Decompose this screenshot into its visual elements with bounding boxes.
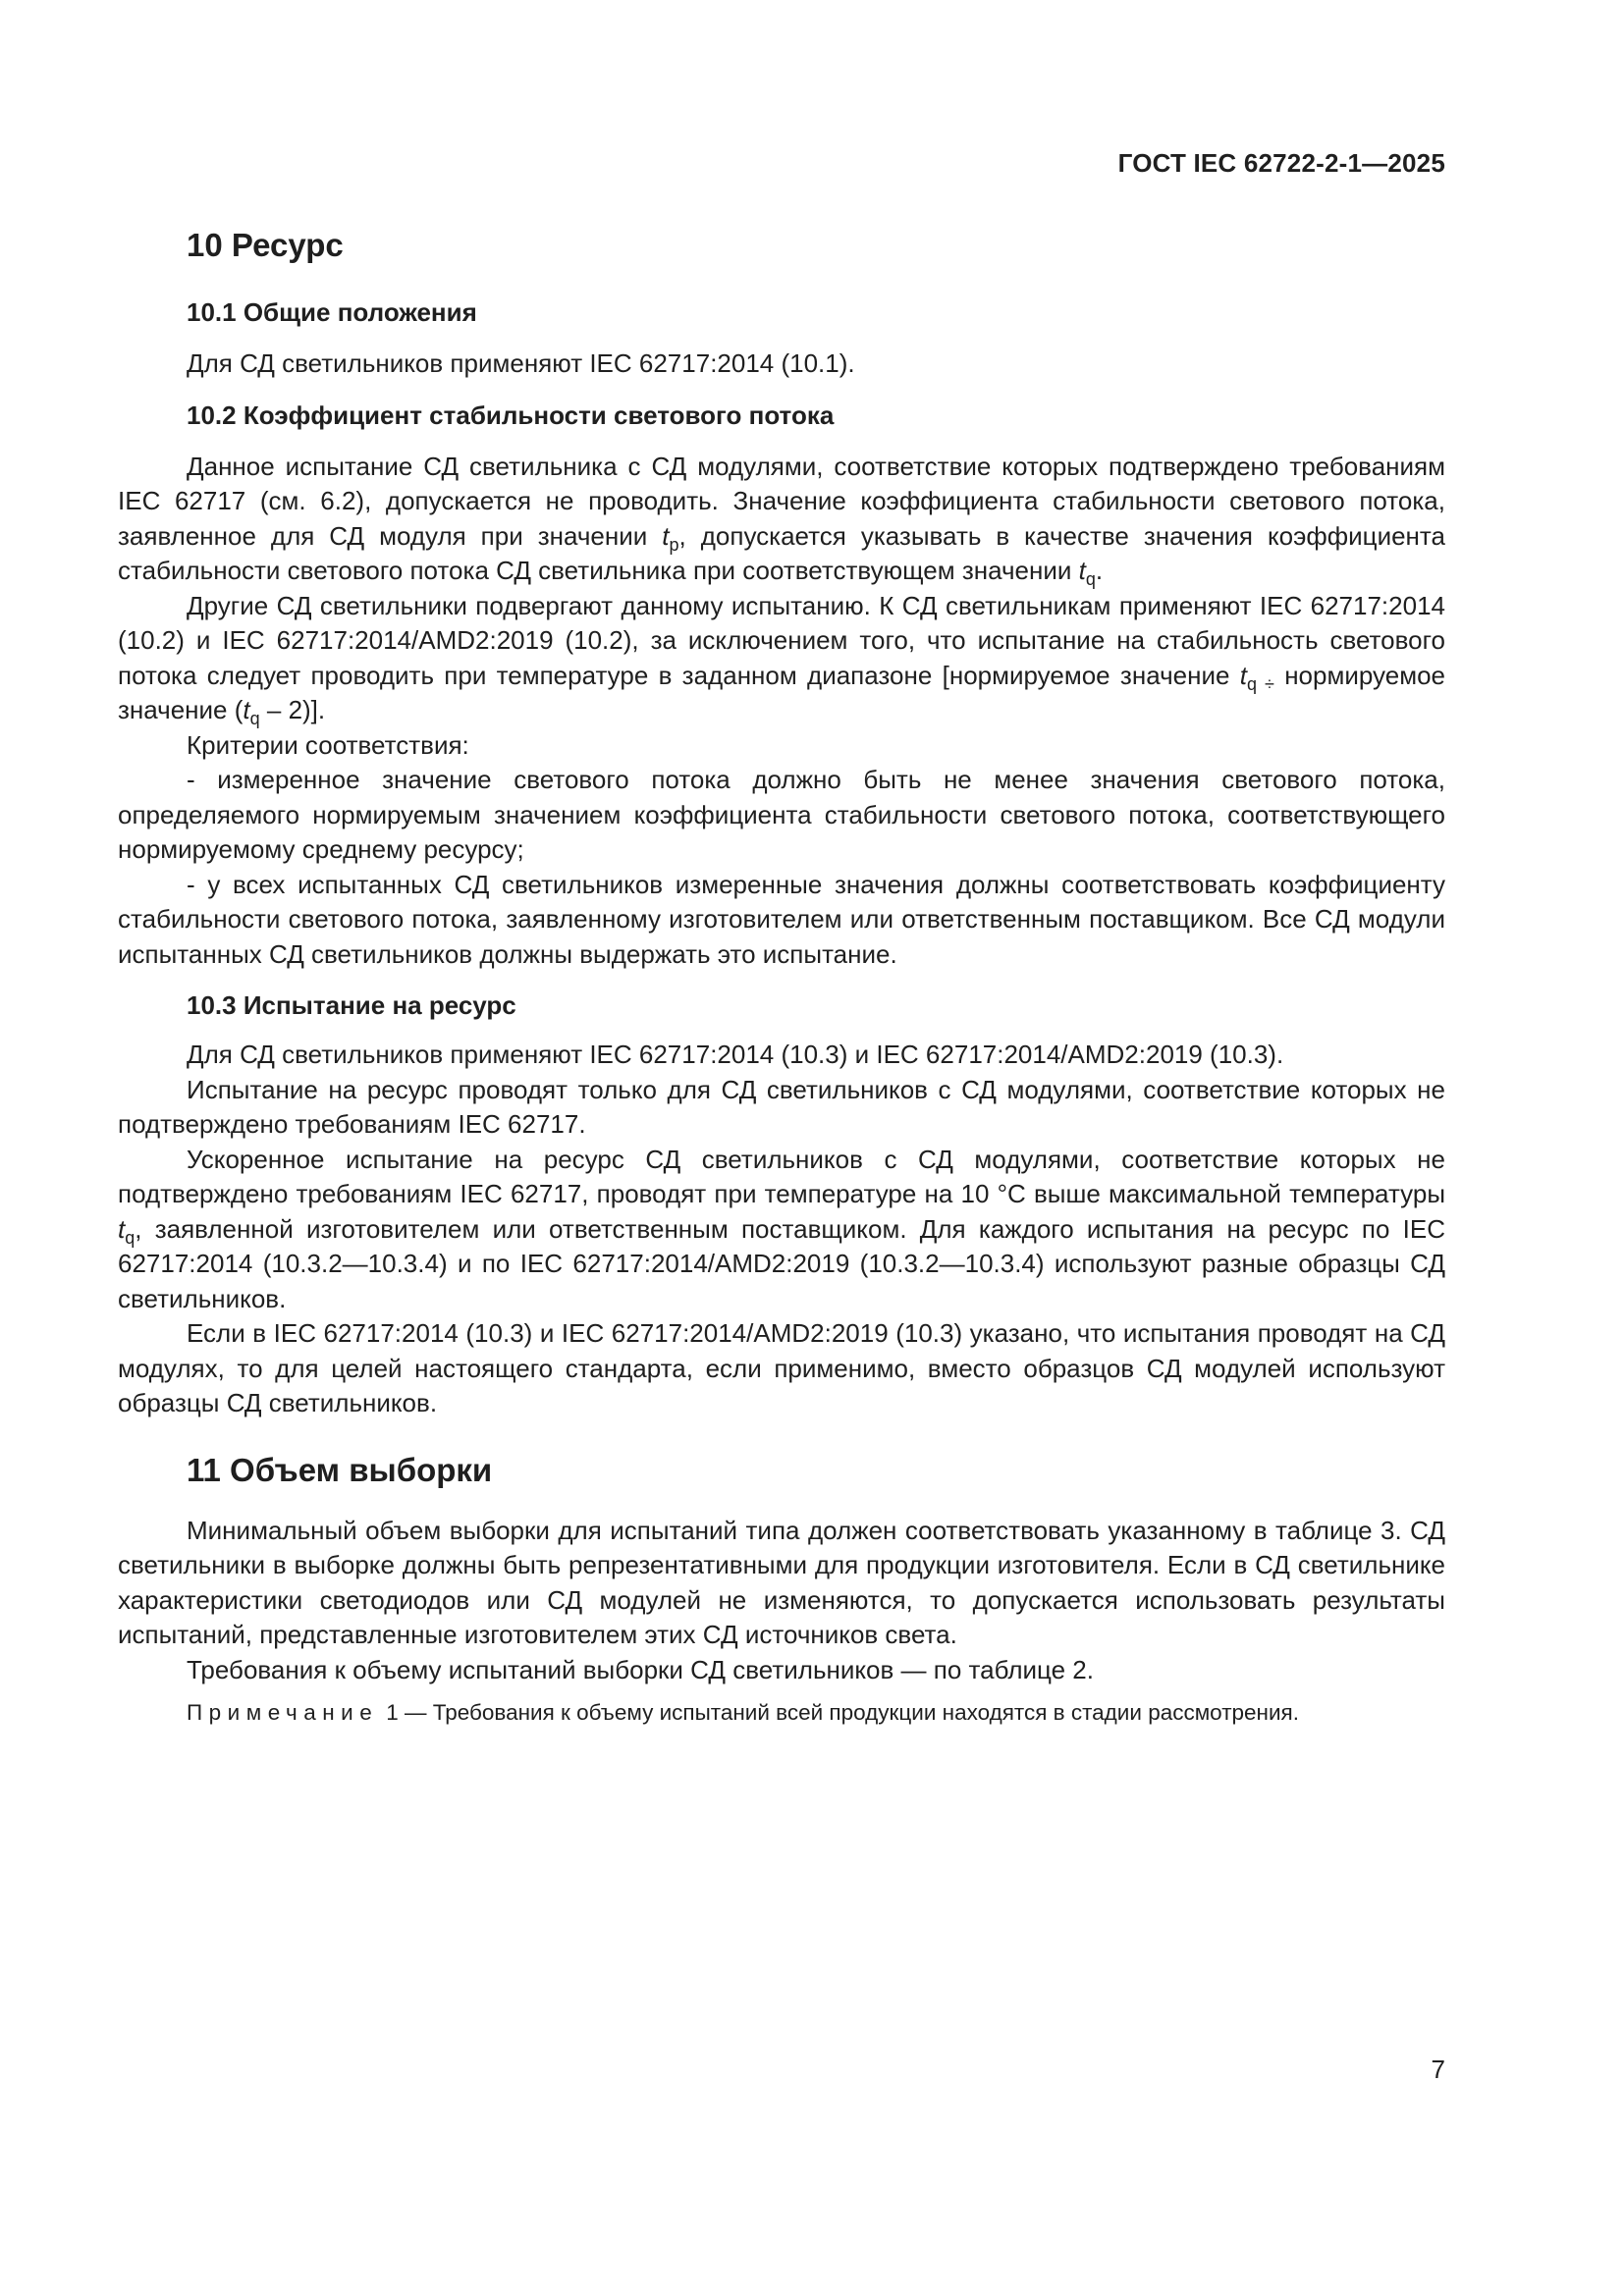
note-text: 1 — Требования к объему испытаний всей продукции находятся в стадии рассмотрения.: [386, 1700, 1299, 1725]
list-item-criterion-1: - измеренное значение светового потока должно быть не менее значения светового потока, определяемого нормируемым значением коэффициента стабильности светового потока, соответствующего нормируемому среднему ресурсу;: [118, 765, 1445, 864]
subscript-q: q: [1085, 569, 1096, 589]
variable-t: t: [243, 695, 250, 724]
note-1: [187, 1697, 1445, 1729]
subsection-10-1-heading: 10.1 Общие положения: [187, 297, 477, 327]
paragraph-10-3-1: Для СД светильников применяют IEC 62717:2014 (10.3) и IEC 62717:2014/AMD2:2019 (10.3).: [187, 1040, 1284, 1069]
paragraph-10-2-2-text-a: Другие СД светильники подвергают данному испытанию. К СД светильникам применяют IEC 62717:2014 (10.2) и IEC 62717:2014/AMD2:2019 (10.2), за исключением того, что испытание на стабильность светового потока следует проводить при температуре в заданном диапазоне [нормируемое значение: [118, 590, 1445, 690]
variable-t: t: [1239, 660, 1247, 690]
paragraph-10-2-3: Критерии соответствия:: [187, 729, 469, 760]
paragraph-10-2-2: [118, 589, 1445, 728]
variable-t: t: [662, 520, 670, 551]
paragraph-10-2-1: [118, 450, 1445, 589]
variable-t: t: [118, 1213, 126, 1244]
note-label: Примечание: [187, 1700, 379, 1725]
paragraph-10-2-1-text-c: .: [1095, 556, 1104, 585]
subsection-10-2-heading: 10.2 Коэффициент стабильности светового потока: [187, 400, 835, 430]
paragraph-10-2-1-text-a: Данное испытание СД светильника с СД модулями, соответствие которых подтверждено требованиям IEC 62717 (см. 6.2), допускается не проводить. Значение коэффициента стабильности светового потока, заявленное для СД модуля при значении: [118, 451, 1445, 551]
variable-t: t: [1078, 556, 1086, 585]
subscript-p: p: [669, 534, 679, 555]
subscript-q: q: [125, 1227, 135, 1248]
page-number: 7: [1431, 2055, 1445, 2084]
paragraph-11-2: Требования к объему испытаний выборки СД светильников — по таблице 2.: [187, 1654, 1094, 1684]
subscript-q-range: q ÷: [1246, 673, 1274, 694]
section-10-heading: 10 Ресурс: [187, 227, 344, 263]
paragraph-10-3-3-text-a: Ускоренное испытание на ресурс СД светильников с СД модулями, соответствие которых не подтверждено требованиям IEC 62717, проводят при температуре на 10 °С выше максимальной температуры: [118, 1144, 1445, 1208]
paragraph-10-1-1: Для СД светильников применяют IEC 62717:2014 (10.1).: [187, 348, 855, 378]
subsection-10-3-heading: 10.3 Испытание на ресурс: [187, 990, 516, 1020]
page-content: [118, 218, 1445, 1729]
paragraph-10-2-2-text-b: нормируемое значение (: [118, 660, 1446, 724]
paragraph-10-3-4: Если в IEC 62717:2014 (10.3) и IEC 62717:2014/AMD2:2019 (10.3) указано, что испытания проводят на СД модулях, то для целей настоящего стандарта, если применимо, вместо образцов СД модулей используют образцы СД светильников.: [118, 1318, 1445, 1417]
paragraph-10-3-2: Испытание на ресурс проводят только для СД светильников с СД модулями, соответствие которых не подтверждено требованиям IEC 62717.: [118, 1074, 1445, 1139]
subscript-q: q: [249, 709, 260, 728]
paragraph-10-3-3: [118, 1143, 1445, 1317]
list-item-criterion-2: - у всех испытанных СД светильников измеренные значения должны соответствовать коэффициенту стабильности светового потока, заявленному изготовителем или ответственным поставщиком. Все СД модули испытанных СД светильников должны выдержать это испытание.: [118, 869, 1445, 969]
document-code-header: ГОСТ IEC 62722-2-1—2025: [1117, 148, 1445, 178]
paragraph-10-3-3-text-b: , заявленной изготовителем или ответственным поставщиком. Для каждого испытания на ресурс по IEC 62717:2014 (10.3.2—10.3.4) и по IEC 62717:2014/AMD2:2019 (10.3.2—10.3.4) используют разные образцы СД светильников.: [118, 1213, 1445, 1313]
paragraph-10-2-1-text-b: , допускается указывать в качестве значения коэффициента стабильности светового потока СД светильника при соответствующем значении: [118, 520, 1445, 585]
paragraph-11-1: Минимальный объем выборки для испытаний типа должен соответствовать указанному в таблице 3. СД светильники в выборке должны быть репрезентативными для продукции изготовителя. Если в СД светильнике характеристики светодиодов или СД модулей не изменяются, то допускается использовать результаты испытаний, представленные изготовителем этих СД источников света.: [118, 1515, 1445, 1649]
paragraph-10-2-2-text-c: – 2)].: [259, 695, 326, 724]
section-11-heading: 11 Объем выборки: [187, 1451, 493, 1488]
